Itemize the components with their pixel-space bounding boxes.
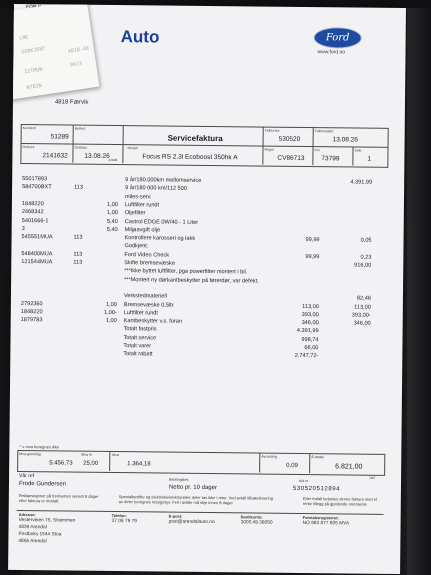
sticker-line: 9913 — [69, 60, 83, 69]
quantity: 5,40 — [106, 226, 118, 233]
faktura-label: Fakturanr. — [264, 128, 281, 133]
betbet-label: Betbet. — [74, 126, 86, 131]
ford-website: www.ford.no — [317, 49, 346, 56]
sticker-label — [8, 4, 99, 101]
address-line-1: Vesterveien 75, Strømmen — [18, 518, 76, 524]
kid-number: 530520512894 — [292, 485, 341, 493]
our-ref-label: Vår ref — [19, 473, 35, 480]
registration-number: CV86713 — [277, 154, 305, 162]
ant-label: Antall — [108, 157, 118, 163]
line-amount: 113,00 — [354, 304, 371, 311]
group-code: 113 — [73, 251, 83, 258]
invoice-date: 13.08.26 — [332, 136, 358, 144]
km-label: Km — [314, 148, 320, 153]
article-number: 548400MUA — [21, 250, 53, 258]
sticker-line: ISTMUN — [24, 66, 43, 76]
sticker-line: N7BIN — [26, 82, 43, 92]
page-code: 1ø2 — [369, 475, 376, 480]
vehicle-model: Focus RS 2.3l Ecoboost 350hk A — [142, 153, 238, 162]
unit-price: 113,00 — [302, 303, 319, 310]
dealer-brand-name: Auto — [120, 27, 160, 47]
description: Skifte bremsevæske — [124, 260, 176, 267]
line-amount: 82,46 — [356, 295, 371, 302]
terms-right: Etter forfall belastes denne faktura med et rente tillegg på gjeldende morarente — [302, 495, 378, 507]
vat-base: 5.456,73 — [49, 460, 73, 467]
address-label: Adresse: — [18, 512, 36, 518]
line-amount: 346,00 — [353, 320, 371, 327]
description: Miljøavgift olje — [124, 226, 161, 234]
org-number: NO 983 877 605 MVA — [302, 520, 350, 527]
vat-amount: 1.364,18 — [127, 461, 151, 468]
order-date: 13.08.26 — [84, 152, 110, 160]
side-label: Side — [354, 148, 362, 153]
ordrenr-label: Ordrenr — [22, 145, 35, 150]
vat-percent: 25,00 — [83, 460, 99, 467]
description: Totalt varer — [123, 343, 152, 350]
description: 9 år/180 000 km/112 500 — [125, 185, 187, 193]
quantity: 1,00 — [106, 210, 118, 217]
description: Luftfilter rundt — [123, 309, 159, 317]
customer-number: 51289 — [50, 133, 69, 141]
description: miles-serv. — [124, 193, 152, 200]
mva-footnote: * = mva beregnes ikke — [19, 444, 60, 450]
line-amount: 4.391,99 — [350, 179, 373, 186]
article-number: 545551MUA — [21, 234, 53, 241]
ford-logo-icon — [314, 27, 362, 49]
description: Totalt fastpris — [123, 326, 157, 333]
email-address: post@arendalauto.no — [168, 519, 215, 526]
mva-pct-label: Mva % — [81, 452, 93, 457]
kid-label: Kid.nr — [299, 478, 309, 484]
article-number: 2792360 — [20, 300, 43, 307]
address-line-2: 4839 Arendal — [18, 525, 47, 531]
odometer-km: 73799 — [321, 155, 340, 163]
description: Ford Video Check — [124, 251, 170, 259]
payment-terms: Netto pr. 10 dager — [168, 484, 218, 492]
unit-price: 393,00 — [301, 311, 319, 318]
description: Oljefilter — [124, 210, 146, 217]
invoice-paper — [8, 4, 406, 574]
line-amount: 0,05 — [360, 237, 372, 244]
description: Luftfilter rundt — [124, 202, 160, 209]
rounding-amount: 0,09 — [286, 462, 298, 469]
group-code: 113 — [73, 234, 83, 241]
unit-price: 2.747,72- — [294, 353, 319, 360]
quantity: 5,40 — [106, 218, 118, 225]
phone-number: 37 09 79 79 — [111, 518, 137, 525]
regnr-label: Regnr — [264, 147, 275, 152]
description: Totalt rabatt — [123, 351, 153, 358]
mva-label: Mva — [112, 453, 119, 458]
kundenr-label: Kundenr — [22, 126, 36, 131]
total-label: Å betale — [311, 455, 325, 460]
description: ***Montert ny dørkantbeskytter på førerdør, var defekt. — [124, 276, 259, 285]
model-label: Modell — [127, 146, 138, 151]
article-number: 1848220 — [20, 308, 43, 316]
ordredato-label: Orddato — [74, 145, 88, 150]
quantity: 1,00 — [105, 318, 117, 325]
betalingsbet-label: Betalingsbet. — [169, 477, 190, 482]
quantity: 1,00 — [106, 201, 118, 208]
our-reference: Frode Gundersen — [18, 481, 67, 488]
group-code: 113 — [74, 184, 84, 191]
sticker-line: 4818-00 — [67, 45, 90, 55]
line-amount: 916,00 — [354, 262, 372, 269]
line-amount: 0,23 — [360, 254, 372, 261]
document-title: Servicefaktura — [167, 133, 223, 144]
group-code: 113 — [73, 259, 83, 266]
unit-price: 66,00 — [304, 345, 319, 352]
ford-logo-text: Ford — [325, 32, 350, 44]
unit-price: 346,00 — [301, 320, 319, 327]
desk-background-right — [407, 0, 431, 575]
invoice-number: 530520 — [278, 135, 301, 143]
description: Kantbeskytter v.s. foran — [123, 318, 183, 325]
description: 9 år/180.000km mellomservice — [125, 177, 202, 184]
article-number: 5401666-1 — [21, 217, 49, 224]
page-number: 1 — [367, 155, 372, 163]
order-number: 2141632 — [42, 152, 68, 160]
phone-label: Telefon: — [111, 512, 127, 519]
avrunding-label: Avrunding — [261, 454, 278, 459]
quantity: 1,00 — [105, 301, 117, 308]
article-number: 55017893 — [22, 176, 48, 183]
unit-price: 99,99 — [305, 253, 320, 260]
sticker-line: GODKJENT — [21, 45, 46, 56]
description: ***Ikke byttet luftfilter, pga powerfilter montert i bil. — [124, 268, 248, 276]
org-label: Foretaksregisteret: — [302, 514, 339, 521]
article-number: 1848220 — [21, 200, 44, 208]
fakturadato-label: Fakturadato — [314, 129, 334, 134]
description: Godkjent. — [124, 243, 149, 250]
unit-price: 99,99 — [305, 237, 320, 244]
email-label: E-post: — [168, 513, 183, 519]
quantity: 1,00- — [104, 309, 117, 316]
article-number: 1879783 — [20, 317, 43, 324]
article-number: 121544MUA — [21, 259, 53, 266]
article-number: 3 — [21, 225, 25, 232]
article-number: 584700BXT — [22, 184, 52, 191]
bank-account: 3000.49.38050 — [240, 520, 273, 526]
total-amount: 6.821,00 — [335, 463, 363, 471]
grunnlag-label: Mva-grunnlag — [19, 452, 41, 457]
line-amount: 393,00- — [351, 312, 371, 319]
description: Bremsevæske 0,5ltr — [123, 301, 174, 309]
description: Kontrollere karosseri og lakk — [124, 235, 196, 242]
description: Castrol EDGE 0W/40 - 1 Liter — [124, 218, 199, 226]
description: Verkstedmateriell — [123, 293, 167, 300]
sticker-line: LNE — [19, 34, 29, 42]
article-number: 2468342 — [21, 209, 44, 216]
bank-label: Bankkonto: — [240, 514, 263, 520]
address-line-3: Postboks 1544 Stoa — [18, 532, 62, 538]
unit-price: 998,74 — [301, 336, 319, 343]
terms-middle: Spesialbestilte og elektriske/elektroniske deler tas ikke i retur. Ved avtalt tilbakelevering av deler beregnes returgebyr. Feil i avtale må skje innen 8 dager. — [118, 494, 273, 506]
terms-left: Reklamasjoner på fremsettes senest 8 dager etter faktura er mottatt. — [18, 493, 99, 504]
customer-town: 4818 Færvik — [54, 99, 89, 106]
description: Totalt service — [123, 334, 157, 342]
unit-price: 4.391,99 — [296, 328, 319, 335]
address-line-4: 4856 Arendal — [18, 539, 47, 545]
